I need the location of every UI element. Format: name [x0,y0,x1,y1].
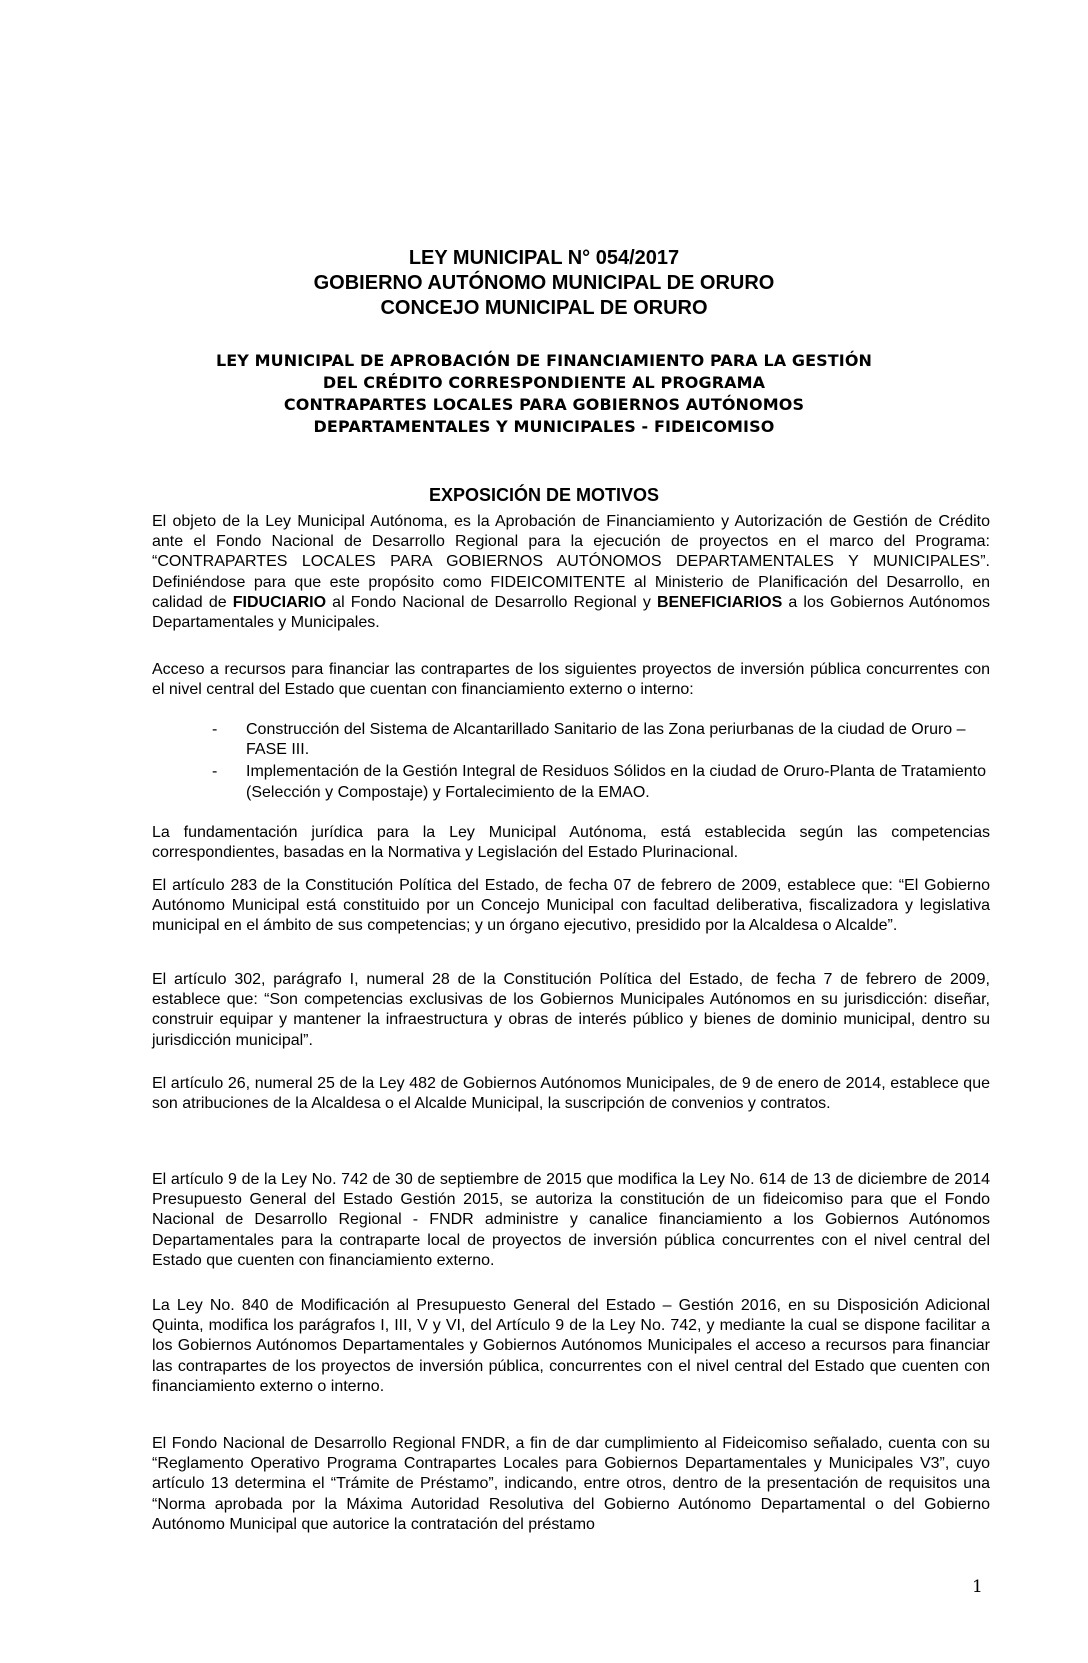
paragraph-objective [152,512,990,633]
list-bullet: - [212,721,218,738]
paragraph-access: Acceso a recursos para financiar las contrapartes de los siguientes proyectos de inversión pública concurrentes con el nivel central del Estado que cuentan con financiamiento externo o interno: [152,661,990,699]
page-number: 1 [972,1577,983,1597]
paragraph-article-26: El artículo 26, numeral 25 de la Ley 482 de Gobiernos Autónomos Municipales, de 9 de enero de 2014, establece que son atribuciones de la Alcaldesa o el Alcalde Municipal, la suscripción de convenios y contratos. [152,1075,990,1113]
law-title-line: CONTRAPARTES LOCALES PARA GOBIERNOS AUTÓNOMOS [283,395,805,414]
section-heading: EXPOSICIÓN DE MOTIVOS [428,485,660,505]
list-bullet: - [212,763,218,781]
law-title-line: DEL CRÉDITO CORRESPONDIENTE AL PROGRAMA [322,373,766,392]
list-item [212,762,990,802]
document-header [0,246,1088,321]
list-item-text: Construcción del Sistema de Alcantarillado Sanitario de las Zona periurbanas de la ciudad de Oruro – FASE III. [246,721,966,759]
paragraph-text: a los Gobiernos Autónomos Departamentales y Municipales. [152,593,990,632]
paragraph-text: El objeto de la Ley Municipal Autónoma, es la Aprobación de Financiamiento y Autorización de Gestión de Crédito ante el Fondo Nacional de Desarrollo Regional para la ejecución de proyectos en el marco del Programa: “CONTRAPARTES LOCALES PARA GOBIERNOS AUTÓNOMOS DEPARTAMENTALES Y MUNICIPALES”. Definiéndose para que este propósito como FIDEICOMITENTE al Ministerio de Planificación del Desarrollo, en calidad de [152,513,990,611]
paragraph-law-742: El artículo 9 de la Ley No. 742 de 30 de septiembre de 2015 que modifica la Ley No. 614 de 13 de diciembre de 2014 Presupuesto General del Estado Gestión 2015, se autoriza la constitución de un fideicomiso para que el Fondo Nacional de Desarrollo Regional - FNDR administre y canalice financiamiento a los Gobiernos Autónomos Departamentales para la contraparte local de proyectos de inversión pública concurrentes con el nivel central del Estado que cuenten con financiamiento externo. [152,1171,990,1269]
paragraph-fndr: El Fondo Nacional de Desarrollo Regional FNDR, a fin de dar cumplimiento al Fideicomiso señalado, cuenta con su “Reglamento Operativo Programa Contrapartes Locales para Gobiernos Departamentales y Municipales V3”, cuyo artículo 13 determina el “Trámite de Préstamo”, indicando, entre otros, dentro de la presentación de requisitos una “Norma aprobada por la Máxima Autoridad Resolutiva del Gobierno Autónomo Departamental o del Gobierno Autónomo Municipal que autorice la contratación del préstamo [152,1435,990,1533]
law-title-line: LEY MUNICIPAL DE APROBACIÓN DE FINANCIAMIENTO PARA LA GESTIÓN [215,351,873,370]
paragraph-text: al Fondo Nacional de Desarrollo Regional y [326,593,657,611]
law-number: LEY MUNICIPAL N° 054/2017 [408,247,680,269]
paragraph-legal-basis: La fundamentación jurídica para la Ley Municipal Autónoma, está establecida según las competencias correspondientes, basadas en la Normativa y Legislación del Estado Plurinacional. [152,824,990,862]
list-item-text: Implementación de la Gestión Integral de Residuos Sólidos en la ciudad de Oruro-Planta de Tratamiento (Selección y Compostaje) y Fortalecimiento de la EMAO. [246,763,986,801]
project-list [212,720,990,803]
council-name: CONCEJO MUNICIPAL DE ORURO [380,297,708,319]
law-title [0,350,1088,438]
bold-term: FIDUCIARIO [232,593,327,611]
paragraph-article-283: El artículo 283 de la Constitución Política del Estado, de fecha 07 de febrero de 2009, establece que: “El Gobierno Autónomo Municipal está constituido por un Concejo Municipal con facultad deliberativa, fiscalizadora y legislativa municipal en el ámbito de sus competencias; y un órgano ejecutivo, presidido por la Alcaldesa o Alcalde”. [152,877,990,935]
paragraph-law-840: La Ley No. 840 de Modificación al Presupuesto General del Estado – Gestión 2016, en su Disposición Adicional Quinta, modifica los parágrafos I, III, V y VI, del Artículo 9 de la Ley No. 742, y mediante la cual se dispone facilitar a los Gobiernos Autónomos Departamentales y Gobiernos Autónomos Municipales el acceso a recursos para financiar las contrapartes de los proyectos de inversión pública, concurrentes con el nivel central del Estado que cuenten con financiamiento externo o interno. [152,1297,990,1395]
government-name: GOBIERNO AUTÓNOMO MUNICIPAL DE ORURO [313,272,775,294]
paragraph-article-302: El artículo 302, parágrafo I, numeral 28 de la Constitución Política del Estado, de fecha 7 de febrero de 2009, establece que: “Son competencias exclusivas de los Gobiernos Municipales Autónomos en su jurisdicción: diseñar, construir equipar y mantener la infraestructura y obras de interés público y bienes de dominio municipal, dentro su jurisdicción municipal”. [152,971,990,1049]
list-item [212,720,990,760]
bold-term: BENEFICIARIOS [656,593,783,611]
law-title-line: DEPARTAMENTALES Y MUNICIPALES - FIDEICOMISO [313,417,775,436]
